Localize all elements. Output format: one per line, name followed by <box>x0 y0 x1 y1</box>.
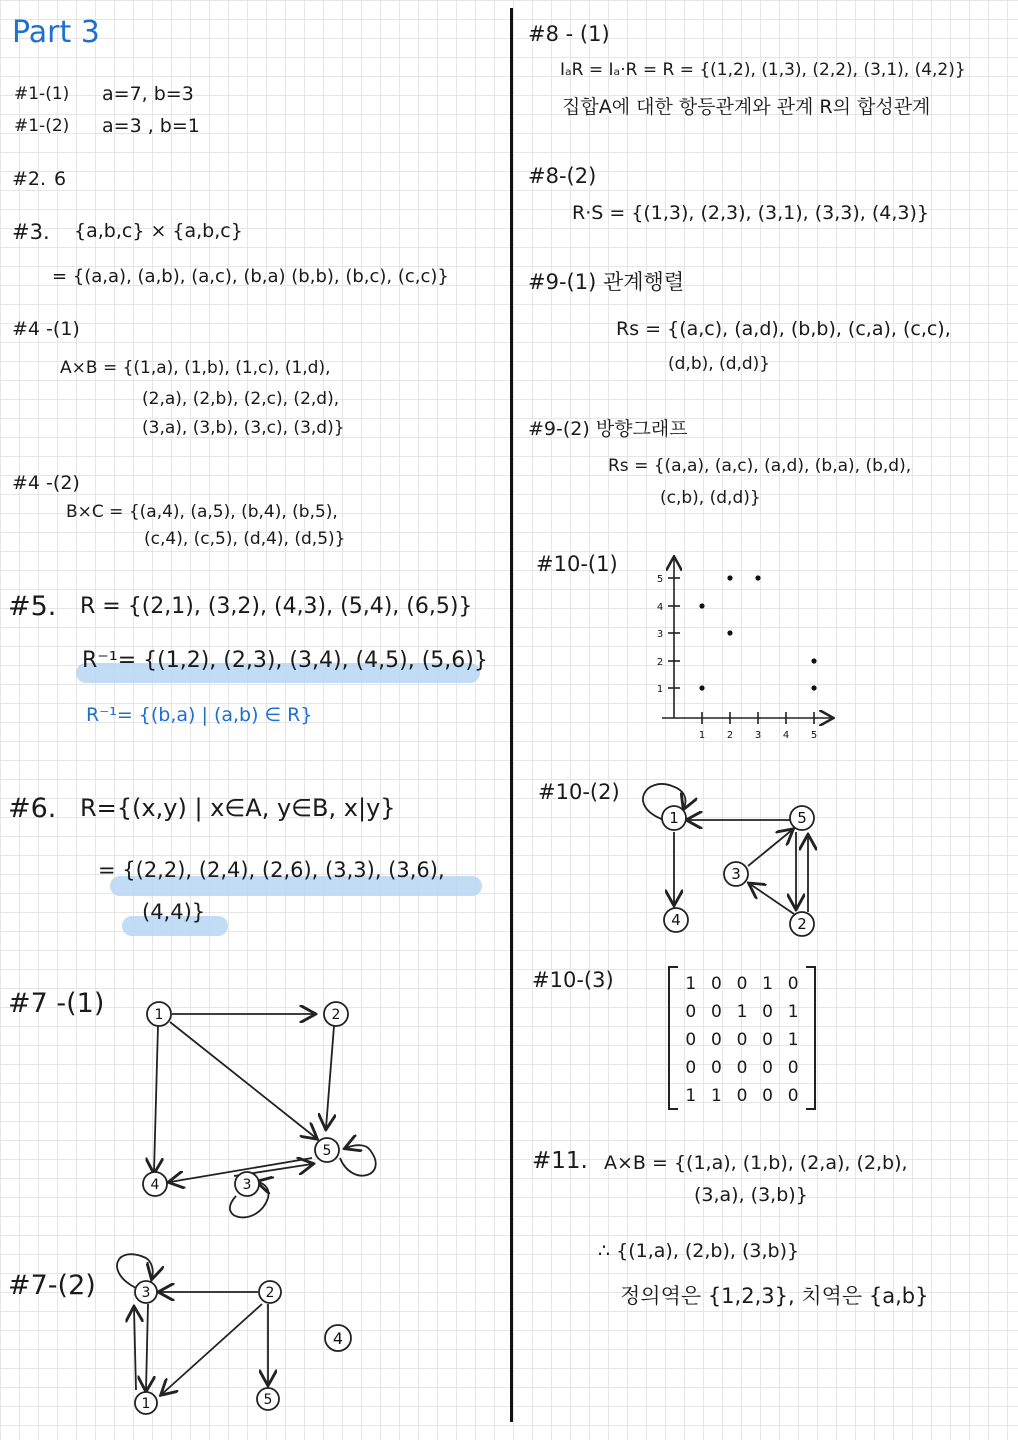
node-7-2-5: 5 <box>263 1392 273 1408</box>
p1-1-label: #1-(1) <box>14 84 70 104</box>
p11-line4: 정의역은 {1,2,3}, 치역은 {a,b} <box>620 1284 929 1308</box>
matrix-cell: 0 <box>736 1030 748 1050</box>
digraph-10-2 <box>626 770 846 950</box>
p2-label: #2. <box>12 168 47 190</box>
matrix-cell: 0 <box>787 974 799 994</box>
p5-line1: R = {(2,1), (3,2), (4,3), (5,4), (6,5)} <box>80 594 473 619</box>
p8-1-line2: 집합A에 대한 항등관계와 관계 R의 합성관계 <box>562 96 931 118</box>
p4-1-line2: (2,a), (2,b), (2,c), (2,d), <box>142 389 340 409</box>
p9-1-line1: Rs = {(a,c), (a,d), (b,b), (c,a), (c,c), <box>616 318 951 340</box>
p10-3-label: #10-(3) <box>532 968 614 992</box>
matrix-cell: 0 <box>787 1086 799 1106</box>
node-10-2-3: 3 <box>731 865 741 883</box>
matrix-cell: 0 <box>736 1058 748 1078</box>
p7-1-label: #7 -(1) <box>8 988 105 1019</box>
node-7-2-4: 4 <box>332 1329 344 1348</box>
p3-label: #3. <box>12 220 50 244</box>
p6-line3: (4,4)} <box>142 900 206 924</box>
matrix-cell: 1 <box>762 974 773 994</box>
p4-1-line1: A×B = {(1,a), (1,b), (1,c), (1,d), <box>60 358 331 378</box>
node-7-1-5: 5 <box>322 1143 332 1159</box>
p8-2-line1: R·S = {(1,3), (2,3), (3,1), (3,3), (4,3)} <box>572 202 930 224</box>
p9-2-line2: (c,b), (d,d)} <box>660 488 761 508</box>
p4-2-line2: (c,4), (c,5), (d,4), (d,5)} <box>144 529 346 549</box>
point-1-4 <box>699 603 704 608</box>
p11-line3: ∴ {(1,a), (2,b), (3,b)} <box>598 1240 800 1262</box>
node-7-1-2: 2 <box>331 1007 341 1023</box>
matrix-cell: 0 <box>762 1002 773 1022</box>
p4-2-line1: B×C = {(a,4), (a,5), (b,4), (b,5), <box>66 502 338 522</box>
matrix-cell: 0 <box>762 1058 773 1078</box>
matrix-cell: 0 <box>685 1058 697 1078</box>
matrix-10-3 <box>668 966 816 1108</box>
matrix-cell: 0 <box>736 1086 748 1106</box>
point-5-2 <box>811 658 816 663</box>
p3-line2: = {(a,a), (a,b), (a,c), (b,a) (b,b), (b,c), (c,c)} <box>52 266 449 287</box>
node-10-2-1: 1 <box>669 809 679 827</box>
p10-2-label: #10-(2) <box>538 780 620 804</box>
p1-2-text: a=3 , b=1 <box>102 115 200 137</box>
matrix-cell: 1 <box>685 1086 697 1106</box>
p10-1-label: #10-(1) <box>536 552 618 576</box>
matrix-cell: 1 <box>710 1086 722 1106</box>
matrix-cell: 0 <box>710 1058 722 1078</box>
p7-2-label: #7-(2) <box>8 1270 96 1301</box>
digraph-7-1 <box>0 980 500 1220</box>
point-5-1 <box>811 685 816 690</box>
y-tick-4: 4 <box>656 602 664 613</box>
p6-line1: R={(x,y) | x∈A, y∈B, x|y} <box>80 794 396 822</box>
p8-1-label: #8 - (1) <box>528 22 610 46</box>
p4-2-label: #4 -(2) <box>12 472 80 494</box>
scatter-10-1 <box>646 556 846 746</box>
matrix-cell: 1 <box>685 974 697 994</box>
matrix-cell: 0 <box>762 1086 773 1106</box>
p5-label: #5. <box>8 591 57 622</box>
matrix-cell: 1 <box>787 1002 799 1022</box>
page-title: Part 3 <box>12 15 100 50</box>
node-7-1-3: 3 <box>242 1177 252 1193</box>
y-tick-1: 1 <box>656 684 664 695</box>
p6-label: #6. <box>8 793 57 824</box>
p3-line1: {a,b,c} × {a,b,c} <box>74 220 243 242</box>
p8-1-line1: IₐR = Iₐ·R = R = {(1,2), (1,3), (2,2), (3,1), (4,2)} <box>560 60 966 80</box>
node-7-2-1: 1 <box>141 1396 151 1412</box>
matrix-cell: 0 <box>762 1030 773 1050</box>
p9-2-line1: Rs = {(a,a), (a,c), (a,d), (b,a), (b,d), <box>608 456 912 476</box>
node-10-2-5: 5 <box>797 809 807 827</box>
p4-1-label: #4 -(1) <box>12 318 80 340</box>
p8-2-label: #8-(2) <box>528 164 597 188</box>
matrix-cell: 0 <box>685 1030 697 1050</box>
x-tick-3: 3 <box>754 730 762 741</box>
p9-2-label: #9-(2) 방향그래프 <box>528 418 688 440</box>
node-10-2-2: 2 <box>797 915 807 933</box>
matrix-cell: 1 <box>787 1030 799 1050</box>
p5-line3: R⁻¹= {(b,a) | (a,b) ∈ R} <box>86 704 313 726</box>
point-2-5 <box>727 575 732 580</box>
point-3-5 <box>755 575 760 580</box>
point-1-1 <box>699 685 704 690</box>
p2-text: 6 <box>54 168 67 190</box>
matrix-cell: 0 <box>710 1030 722 1050</box>
point-2-3 <box>727 630 732 635</box>
matrix-cell: 0 <box>787 1058 799 1078</box>
matrix-cell: 0 <box>710 974 722 994</box>
p1-2-label: #1-(2) <box>14 116 70 136</box>
node-7-1-1: 1 <box>154 1007 164 1023</box>
p6-line2: = {(2,2), (2,4), (2,6), (3,3), (3,6), <box>98 858 445 882</box>
p4-1-line3: (3,a), (3,b), (3,c), (3,d)} <box>142 418 345 438</box>
p11-line1: A×B = {(1,a), (1,b), (2,a), (2,b), <box>604 1152 908 1174</box>
node-10-2-4: 4 <box>671 911 681 929</box>
p11-label: #11. <box>532 1148 588 1174</box>
p11-line2: (3,a), (3,b)} <box>694 1184 808 1206</box>
matrix-cell: 0 <box>710 1002 722 1022</box>
y-tick-2: 2 <box>656 657 664 668</box>
p5-line2: R⁻¹= {(1,2), (2,3), (3,4), (4,5), (5,6)} <box>82 648 488 673</box>
matrix-cell: 0 <box>685 1002 697 1022</box>
p9-1-line2: (d,b), (d,d)} <box>668 354 771 374</box>
x-tick-5: 5 <box>810 730 818 741</box>
y-tick-3: 3 <box>656 629 664 640</box>
matrix-cell: 1 <box>736 1002 748 1022</box>
node-7-2-2: 2 <box>265 1285 275 1301</box>
x-tick-2: 2 <box>726 730 734 741</box>
p1-1-text: a=7, b=3 <box>102 83 194 105</box>
node-7-2-3: 3 <box>141 1285 151 1301</box>
column-divider <box>510 8 513 1422</box>
x-tick-4: 4 <box>782 730 790 741</box>
node-7-1-4: 4 <box>150 1177 160 1193</box>
y-tick-5: 5 <box>656 574 664 585</box>
x-tick-1: 1 <box>698 730 706 741</box>
digraph-7-2 <box>0 1250 500 1430</box>
p9-1-label: #9-(1) 관계행렬 <box>528 270 685 294</box>
matrix-cell: 0 <box>736 974 748 994</box>
